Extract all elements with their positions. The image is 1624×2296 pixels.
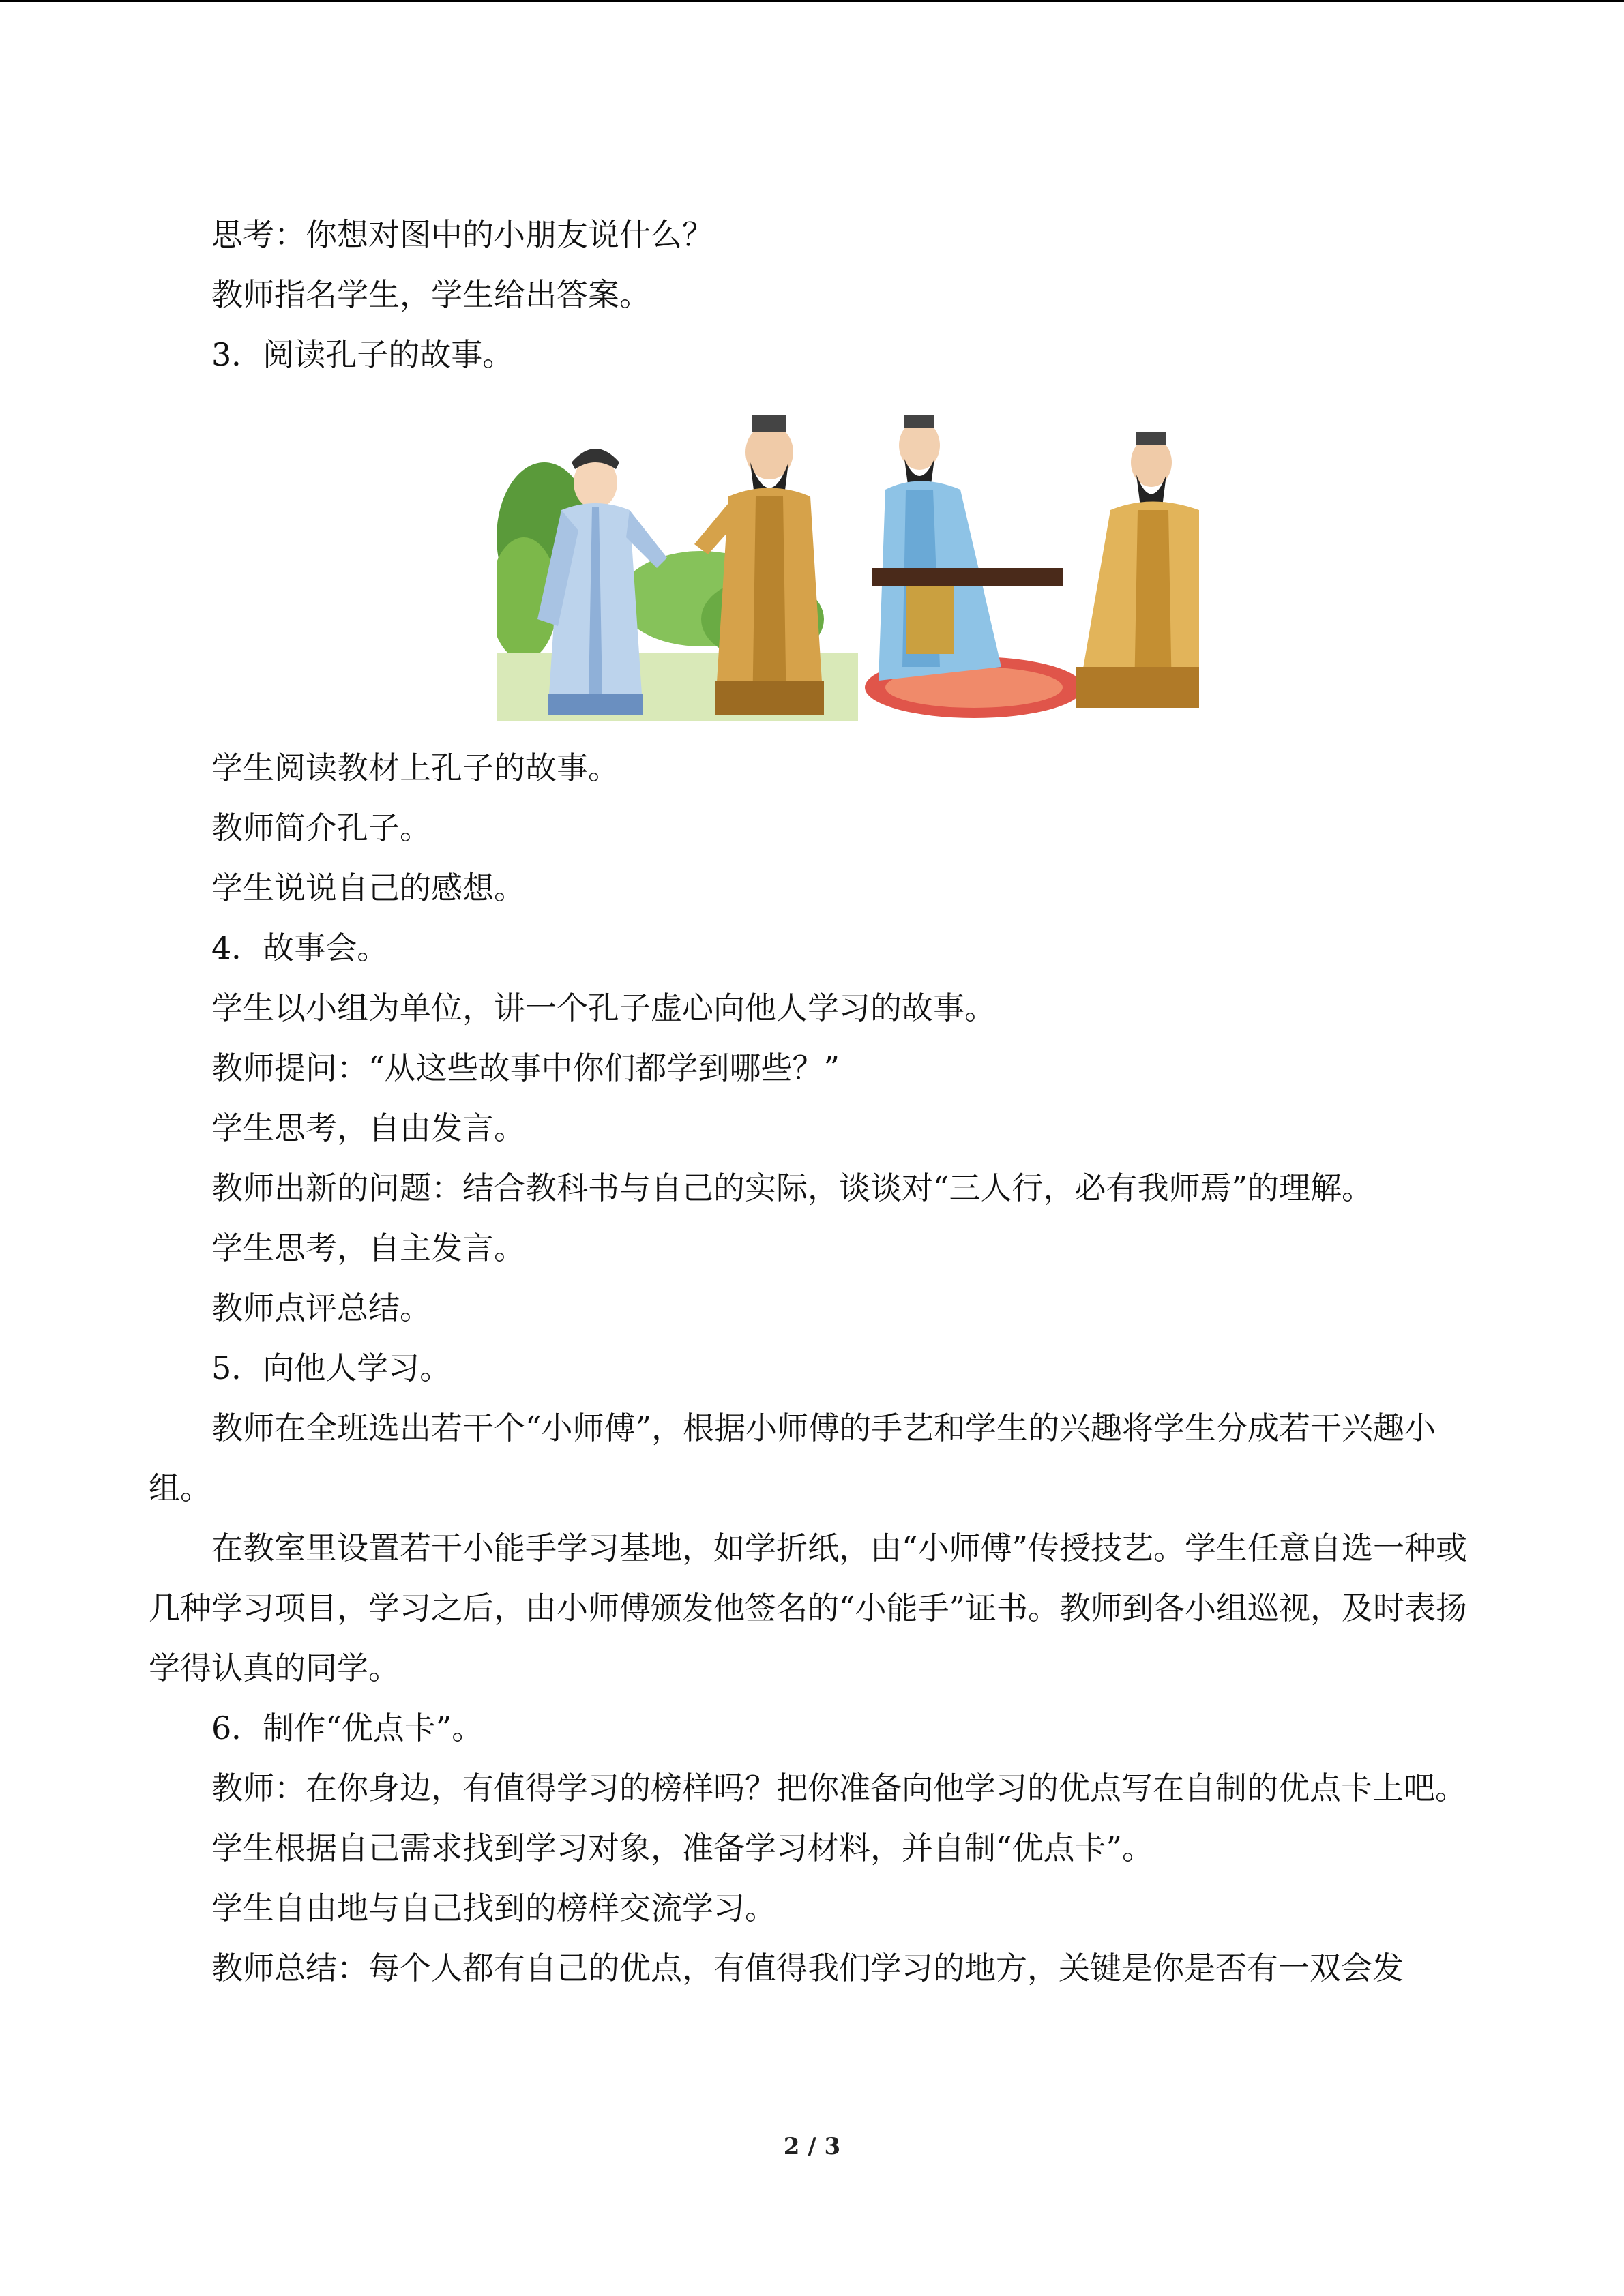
page-number: 2 / 3 [783,2133,841,2160]
paragraph: 学生思考，自由发言。 [211,1109,525,1146]
paragraph: 教师出新的问题：结合教科书与自己的实际，谈谈对“三人行，必有我师焉”的理解。 [211,1169,1374,1206]
paragraph: 教师点评总结。 [211,1289,431,1326]
paragraph: 学生以小组为单位，讲一个孔子虚心向他人学习的故事。 [211,989,996,1026]
right-panel [865,408,1199,721]
paragraph: 学生自由地与自己找到的榜样交流学习。 [211,1890,776,1926]
paragraph: 学生根据自己需求找到学习对象，准备学习材料，并自制“优点卡”。 [211,1830,1154,1866]
section-heading: 5．向他人学习。 [211,1350,452,1386]
paragraph: 教师：在你身边，有值得学习的榜样吗？把你准备向他学习的优点写在自制的优点卡上吧。 [211,1770,1466,1806]
illustration-svg [497,394,1199,728]
paragraph: 学生说说自己的感想。 [211,869,525,906]
section-heading: 4．故事会。 [211,929,389,966]
paragraph: 教师简介孔子。 [211,809,431,846]
paragraph: 教师指名学生，学生给出答案。 [211,276,651,313]
section-heading: 6．制作“优点卡”。 [211,1710,484,1746]
paragraph: 教师总结：每个人都有自己的优点，有值得我们学习的地方，关键是你是否有一双会发 [211,1950,1404,1986]
paragraph: 教师在全班选出若干个“小师傅”，根据小师傅的手艺和学生的兴趣将学生分成若干兴趣小组。 [149,1410,1436,1506]
paragraph: 在教室里设置若干小能手学习基地，如学折纸，由“小师傅”传授技艺。学生任意自选一种或几种学习项目，学习之后，由小师傅颁发他签名的“小能手”证书。教师到各小组巡视，及时表扬学得认真的同学。 [149,1530,1468,1686]
top-border [0,0,1624,2]
paragraph: 教师提问：“从这些故事中你们都学到哪些？” [211,1049,840,1086]
paragraph: 学生阅读教材上孔子的故事。 [211,749,619,786]
left-panel [497,408,858,721]
paragraph: 学生思考，自主发言。 [211,1229,525,1266]
section-heading: 3．阅读孔子的故事。 [211,336,514,373]
confucius-story-illustration [497,394,1199,728]
document-body [149,205,1475,1998]
paragraph: 思考：你想对图中的小朋友说什么？ [211,216,713,253]
